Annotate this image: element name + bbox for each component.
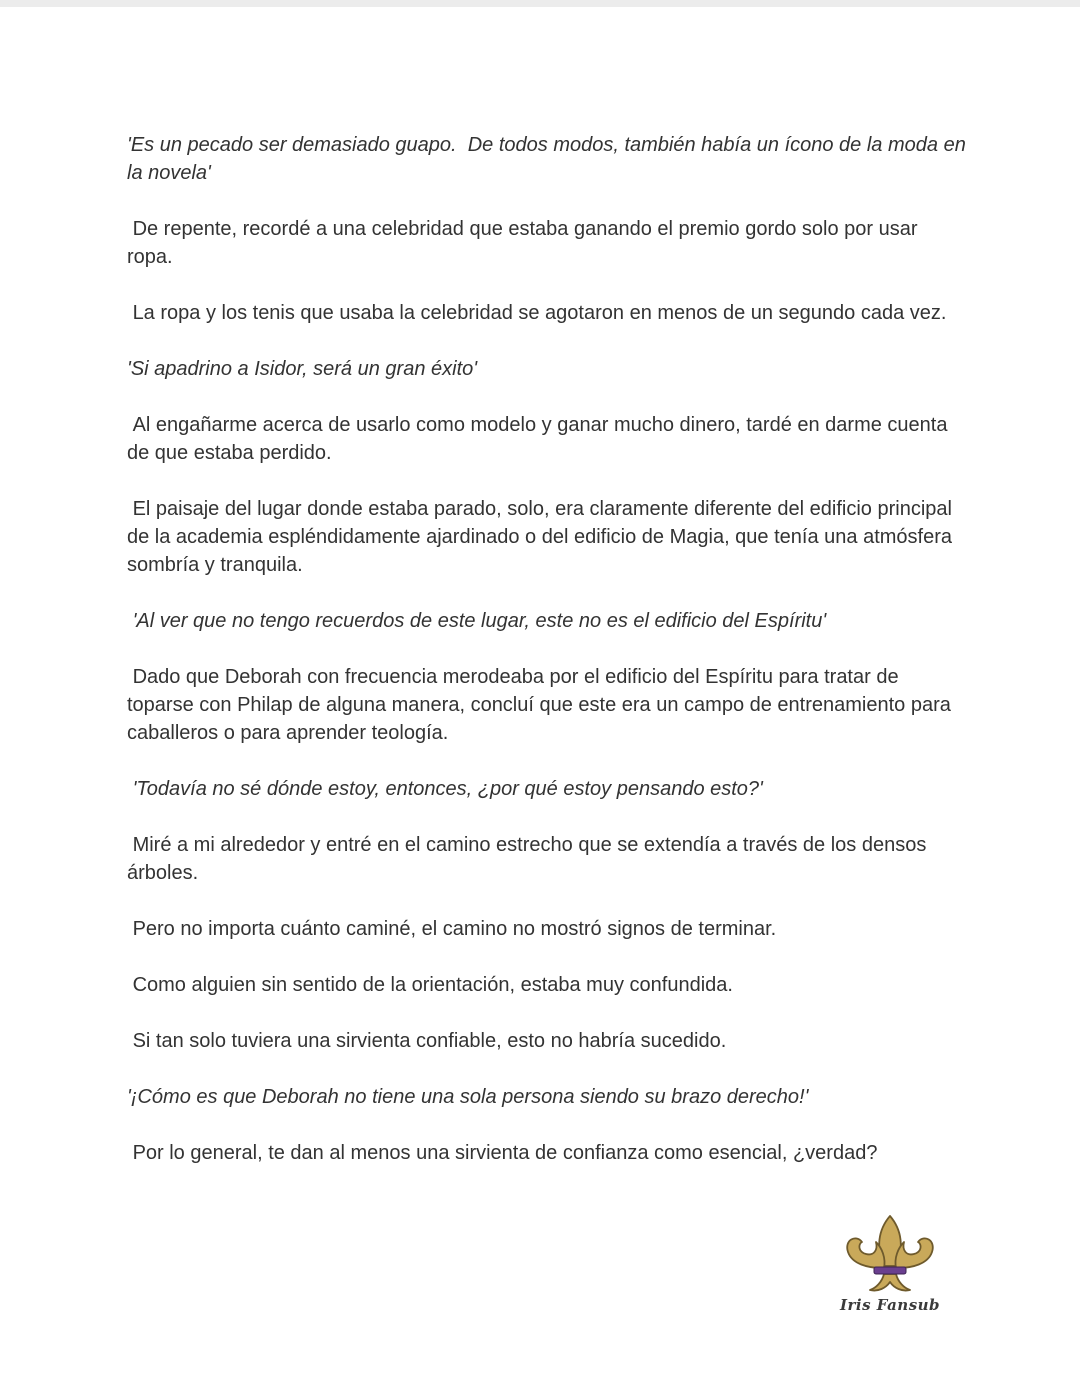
paragraph: 'Todavía no sé dónde estoy, entonces, ¿por qué estoy pensando esto?': [127, 778, 763, 800]
paragraph: Dado que Deborah con frecuencia merodeaba por el edificio del Espíritu para tratar de toparse con Philap de alguna manera, concluí que este era un campo de entrenamiento para caballeros o para aprender teología.: [127, 666, 957, 744]
document-body: [127, 131, 972, 1195]
paragraph: 'Si apadrino a Isidor, será un gran éxito': [127, 358, 478, 380]
paragraph: Miré a mi alrededor y entré en el camino estrecho que se extendía a través de los densos árboles.: [127, 834, 932, 884]
paragraph: Como alguien sin sentido de la orientación, estaba muy confundida.: [127, 974, 733, 996]
paragraph: '¡Cómo es que Deborah no tiene una sola persona siendo su brazo derecho!': [127, 1086, 809, 1108]
top-bar: [0, 0, 1080, 7]
logo-text: Iris Fansub: [839, 1296, 941, 1314]
paragraph: Por lo general, te dan al menos una sirvienta de confianza como esencial, ¿verdad?: [127, 1142, 878, 1164]
paragraph: 'Al ver que no tengo recuerdos de este lugar, este no es el edificio del Espíritu': [127, 610, 827, 632]
paragraph: Si tan solo tuviera una sirvienta confiable, esto no habría sucedido.: [127, 1030, 727, 1052]
paragraph: Al engañarme acerca de usarlo como modelo y ganar mucho dinero, tardé en darme cuenta de que estaba perdido.: [127, 414, 954, 464]
paragraph: De repente, recordé a una celebridad que estaba ganando el premio gordo solo por usar ropa.: [127, 218, 924, 268]
paragraph: El paisaje del lugar donde estaba parado, solo, era claramente diferente del edificio principal de la academia espléndidamente ajardinado o del edificio de Magia, que tenía una atmósfera sombría y tranquila.: [127, 498, 958, 576]
iris-fansub-logo: [838, 1214, 942, 1324]
paragraph: La ropa y los tenis que usaba la celebridad se agotaron en menos de un segundo cada vez.: [127, 302, 947, 324]
fleur-de-lis-icon: [838, 1214, 942, 1296]
paragraph: Pero no importa cuánto caminé, el camino no mostró signos de terminar.: [127, 918, 777, 940]
paragraph: 'Es un pecado ser demasiado guapo. De todos modos, también había un ícono de la moda en la novela': [127, 134, 972, 184]
